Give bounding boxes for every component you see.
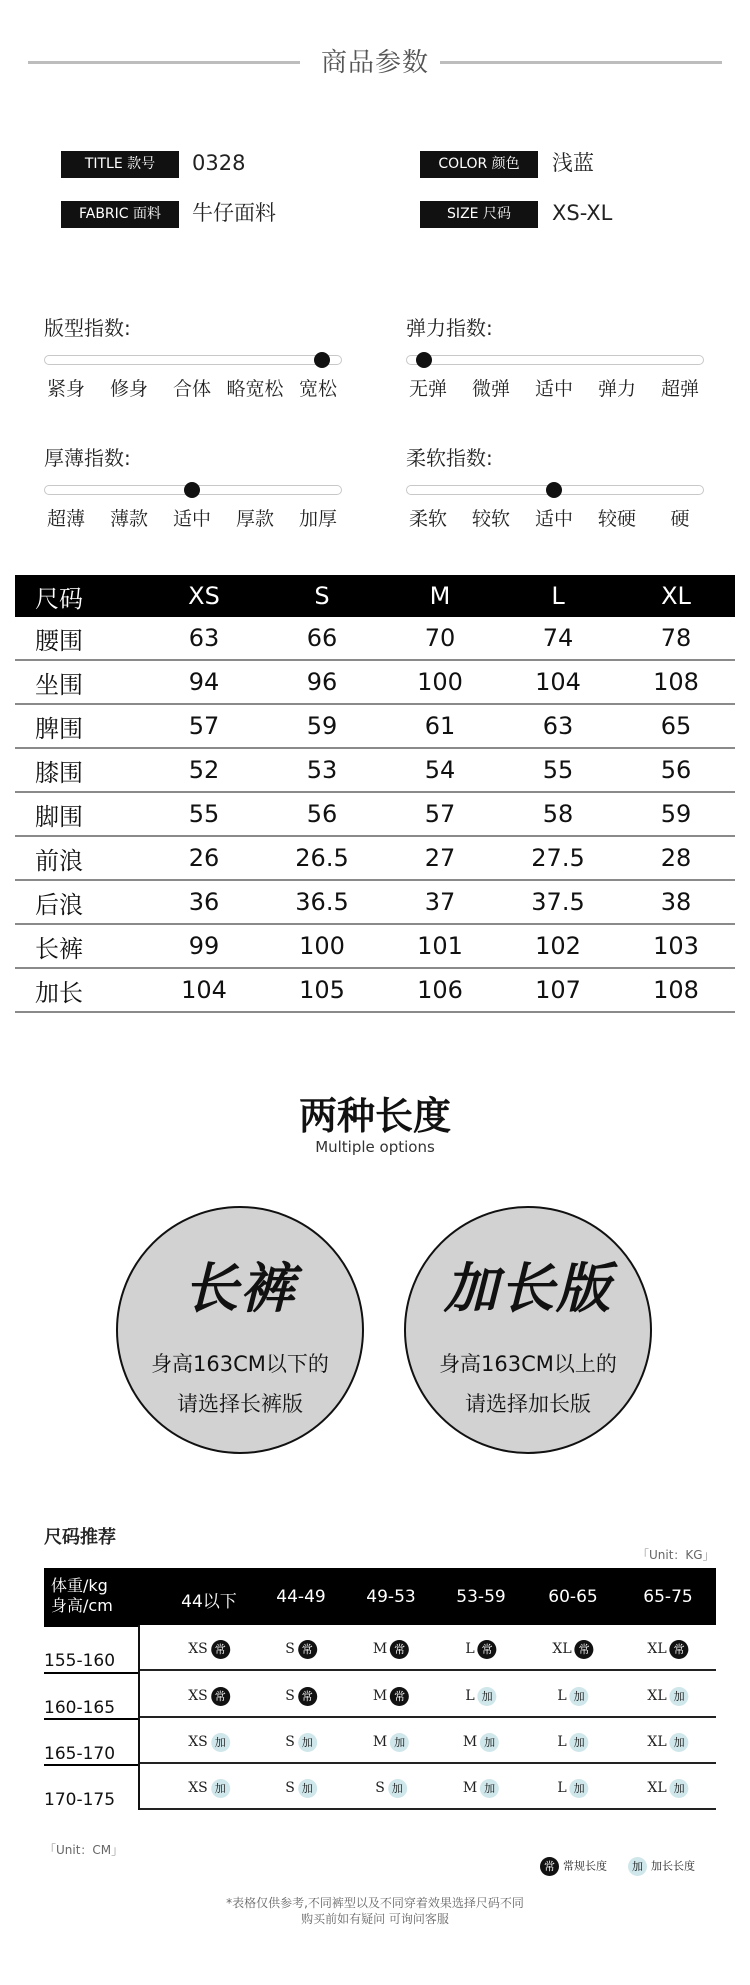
weight-header: 65-75	[643, 1587, 693, 1607]
table-row	[15, 792, 735, 836]
measure-name: 坐围	[15, 660, 145, 704]
index-label: 薄款	[109, 508, 149, 530]
regular-badge-icon: 常	[211, 1640, 230, 1659]
measure-value: 78	[617, 617, 735, 660]
index-knob-2	[184, 482, 200, 498]
measure-value: 107	[499, 968, 617, 1012]
measure-value: 101	[381, 924, 499, 968]
measure-value: 56	[617, 748, 735, 792]
measure-value: 53	[263, 748, 381, 792]
measure-value: 36	[145, 880, 263, 924]
index-knob-0	[314, 352, 330, 368]
measure-name: 腰围	[15, 617, 145, 660]
measure-value: 103	[617, 924, 735, 968]
suggested-size: M	[372, 1641, 388, 1657]
extended-badge-icon: 加	[570, 1733, 589, 1752]
suggested-size: S	[375, 1780, 385, 1796]
option-extended-circle	[404, 1206, 652, 1454]
height-label: 165-170	[44, 1744, 116, 1764]
regular-badge-icon: 常	[390, 1687, 409, 1706]
param-value-fabric: 牛仔面料	[192, 201, 276, 225]
corner-height-label: 身高/cm	[51, 1596, 113, 1615]
lengths-title: 两种长度	[298, 1094, 451, 1138]
measure-value: 27	[381, 836, 499, 880]
param-value-color: 浅蓝	[552, 151, 594, 175]
recommend-title: 尺码推荐	[44, 1527, 116, 1548]
extended-badge-icon: 加	[670, 1779, 689, 1798]
index-label: 适中	[534, 508, 574, 530]
size-suggestion	[557, 1778, 588, 1798]
option-extended-line2: 请选择加长版	[465, 1392, 591, 1416]
suggested-size: S	[285, 1688, 295, 1704]
param-tag-color: COLOR 颜色	[420, 151, 538, 178]
suggested-size: M	[372, 1688, 388, 1704]
weight-header: 44-49	[276, 1587, 326, 1607]
index-title-0: 版型指数:	[44, 316, 131, 340]
height-label: 170-175	[44, 1790, 116, 1810]
suggested-size: S	[285, 1641, 295, 1657]
measure-value: 59	[617, 792, 735, 836]
row-divider	[140, 1669, 716, 1671]
extended-badge-icon: 加	[211, 1779, 230, 1798]
measure-value: 100	[263, 924, 381, 968]
measure-value: 55	[499, 748, 617, 792]
size-suggestion	[373, 1639, 409, 1659]
index-track-1	[406, 355, 704, 365]
size-suggestion	[285, 1639, 317, 1659]
table-row	[15, 968, 735, 1012]
regular-badge-icon: 常	[211, 1687, 230, 1706]
suggested-size: L	[557, 1688, 567, 1704]
index-label: 适中	[172, 508, 212, 530]
index-knob-1	[416, 352, 432, 368]
param-value-title: 0328	[192, 151, 246, 175]
section-title: 商品参数	[320, 48, 429, 78]
legend-regular-text: 常规长度	[563, 1859, 607, 1873]
size-suggestion	[285, 1686, 317, 1706]
measure-value: 56	[263, 792, 381, 836]
size-header-cell: XL	[617, 575, 735, 617]
option-regular-name: 长裤	[184, 1257, 296, 1320]
size-suggestion	[463, 1778, 499, 1798]
size-suggestion	[188, 1639, 230, 1659]
measure-value: 26.5	[263, 836, 381, 880]
label-column-border	[138, 1625, 140, 1810]
index-label: 超薄	[46, 508, 86, 530]
unit-cm-label: 「Unit：CM」	[44, 1843, 124, 1857]
extended-badge-icon: 加	[298, 1779, 317, 1798]
extended-badge-icon: 加	[211, 1733, 230, 1752]
index-label: 微弹	[471, 378, 511, 400]
suggested-size: XS	[188, 1734, 208, 1750]
measure-value: 55	[145, 792, 263, 836]
measure-value: 99	[145, 924, 263, 968]
size-suggestion	[188, 1686, 230, 1706]
option-regular-circle	[116, 1206, 364, 1454]
extended-badge-icon: 加	[390, 1733, 409, 1752]
regular-badge-icon: 常	[575, 1640, 594, 1659]
unit-kg-label: 「Unit：KG」	[637, 1548, 715, 1562]
row-divider	[140, 1808, 716, 1810]
suggested-size: XL	[552, 1641, 572, 1657]
measure-value: 94	[145, 660, 263, 704]
suggested-size: S	[285, 1734, 295, 1750]
extended-badge-icon: 加	[480, 1733, 499, 1752]
table-row	[15, 660, 735, 704]
size-suggestion	[285, 1732, 317, 1752]
index-label: 紧身	[46, 378, 86, 400]
weight-header: 60-65	[548, 1587, 598, 1607]
measure-value: 38	[617, 880, 735, 924]
index-label: 柔软	[408, 508, 448, 530]
extended-badge-icon: 加	[570, 1687, 589, 1706]
regular-badge-icon: 常	[390, 1640, 409, 1659]
measure-name: 膝围	[15, 748, 145, 792]
extended-badge-icon: 加	[388, 1779, 407, 1798]
measure-value: 58	[499, 792, 617, 836]
height-row-divider	[44, 1718, 140, 1720]
size-header-cell: S	[263, 575, 381, 617]
size-suggestion	[285, 1778, 317, 1798]
size-suggestion	[373, 1732, 409, 1752]
param-tag-title: TITLE 款号	[61, 151, 179, 178]
size-suggestion	[647, 1639, 688, 1659]
size-suggestion	[647, 1686, 688, 1706]
measure-value: 57	[381, 792, 499, 836]
regular-badge-icon: 常	[540, 1857, 559, 1876]
table-row	[15, 617, 735, 660]
regular-badge-icon: 常	[478, 1640, 497, 1659]
regular-badge-icon: 常	[670, 1640, 689, 1659]
size-suggestion	[463, 1732, 499, 1752]
regular-badge-icon: 常	[298, 1687, 317, 1706]
table-row	[15, 880, 735, 924]
extended-badge-icon: 加	[628, 1857, 647, 1876]
index-title-3: 柔软指数:	[406, 446, 493, 470]
size-suggestion	[552, 1639, 593, 1659]
measure-value: 37.5	[499, 880, 617, 924]
measure-value: 106	[381, 968, 499, 1012]
size-suggestion	[465, 1686, 496, 1706]
measure-name: 长裤	[15, 924, 145, 968]
index-label: 加厚	[298, 508, 338, 530]
legend-extended-text: 加长长度	[651, 1859, 695, 1873]
measure-value: 104	[499, 660, 617, 704]
measure-value: 66	[263, 617, 381, 660]
suggested-size: XL	[647, 1641, 667, 1657]
measure-name: 加长	[15, 968, 145, 1012]
measure-value: 70	[381, 617, 499, 660]
suggested-size: XS	[188, 1641, 208, 1657]
measure-value: 63	[145, 617, 263, 660]
size-header-cell: XS	[145, 575, 263, 617]
table-row	[15, 704, 735, 748]
weight-header: 53-59	[456, 1587, 506, 1607]
index-title-2: 厚薄指数:	[44, 446, 131, 470]
option-regular-line2: 请选择长裤版	[177, 1392, 303, 1416]
suggested-size: M	[462, 1734, 478, 1750]
extended-badge-icon: 加	[480, 1779, 499, 1798]
index-label: 较硬	[597, 508, 637, 530]
weight-header: 44以下	[181, 1592, 237, 1612]
extended-badge-icon: 加	[478, 1687, 497, 1706]
suggested-size: S	[285, 1780, 295, 1796]
index-label: 超弹	[660, 378, 700, 400]
measure-value: 104	[145, 968, 263, 1012]
measure-value: 36.5	[263, 880, 381, 924]
option-regular-line1: 身高163CM以下的	[151, 1352, 329, 1376]
measure-value: 27.5	[499, 836, 617, 880]
size-suggestion	[557, 1732, 588, 1752]
height-label: 155-160	[44, 1651, 116, 1671]
table-row	[15, 924, 735, 968]
index-label: 硬	[670, 508, 690, 530]
height-row-divider	[44, 1625, 140, 1627]
measure-value: 100	[381, 660, 499, 704]
index-label: 略宽松	[226, 378, 284, 400]
extended-badge-icon: 加	[670, 1733, 689, 1752]
size-header-cell: L	[499, 575, 617, 617]
weight-header: 49-53	[366, 1587, 416, 1607]
suggested-size: L	[557, 1734, 567, 1750]
size-suggestion	[647, 1778, 688, 1798]
suggested-size: L	[465, 1688, 475, 1704]
height-row-divider	[44, 1672, 140, 1674]
measure-value: 37	[381, 880, 499, 924]
index-label: 适中	[534, 378, 574, 400]
index-title-1: 弹力指数:	[406, 316, 493, 340]
index-label: 弹力	[597, 378, 637, 400]
measure-value: 105	[263, 968, 381, 1012]
measure-value: 52	[145, 748, 263, 792]
measure-value: 108	[617, 968, 735, 1012]
param-tag-size: SIZE 尺码	[420, 201, 538, 228]
size-header-cell: 尺码	[15, 575, 145, 617]
index-label: 宽松	[298, 378, 338, 400]
size-suggestion	[647, 1732, 688, 1752]
table-row	[15, 748, 735, 792]
regular-badge-icon: 常	[298, 1640, 317, 1659]
size-suggestion	[557, 1686, 588, 1706]
suggested-size: L	[557, 1780, 567, 1796]
extended-badge-icon: 加	[670, 1687, 689, 1706]
option-extended-name: 加长版	[444, 1257, 612, 1320]
measure-value: 28	[617, 836, 735, 880]
corner-weight-label: 体重/kg	[51, 1576, 108, 1595]
row-divider	[140, 1716, 716, 1718]
recommend-header-bar	[44, 1568, 716, 1625]
measure-value: 59	[263, 704, 381, 748]
legend-extended	[628, 1857, 695, 1876]
suggested-size: XL	[647, 1688, 667, 1704]
measure-name: 脚围	[15, 792, 145, 836]
extended-badge-icon: 加	[570, 1779, 589, 1798]
measure-value: 54	[381, 748, 499, 792]
note-line-1: *表格仅供参考,不同裤型以及不同穿着效果选择尺码不同	[226, 1896, 524, 1910]
size-suggestion	[373, 1686, 409, 1706]
extended-badge-icon: 加	[298, 1733, 317, 1752]
measure-name: 前浪	[15, 836, 145, 880]
suggested-size: XL	[647, 1734, 667, 1750]
row-divider	[140, 1762, 716, 1764]
size-suggestion	[188, 1778, 230, 1798]
param-value-size: XS-XL	[552, 201, 613, 225]
suggested-size: XS	[188, 1688, 208, 1704]
suggested-size: XL	[647, 1780, 667, 1796]
size-suggestion	[465, 1639, 496, 1659]
measure-value: 61	[381, 704, 499, 748]
size-suggestion	[375, 1778, 407, 1798]
index-label: 合体	[172, 378, 212, 400]
measure-value: 102	[499, 924, 617, 968]
measure-value: 57	[145, 704, 263, 748]
note-line-2: 购买前如有疑问 可询问客服	[301, 1912, 449, 1926]
param-tag-fabric: FABRIC 面料	[61, 201, 179, 228]
measure-value: 65	[617, 704, 735, 748]
suggested-size: XS	[188, 1780, 208, 1796]
suggested-size: L	[465, 1641, 475, 1657]
table-row	[15, 836, 735, 880]
measure-value: 108	[617, 660, 735, 704]
measure-value: 26	[145, 836, 263, 880]
index-label: 厚款	[235, 508, 275, 530]
index-label: 修身	[109, 378, 149, 400]
size-suggestion	[188, 1732, 230, 1752]
height-label: 160-165	[44, 1698, 116, 1718]
index-track-0	[44, 355, 342, 365]
measure-value: 74	[499, 617, 617, 660]
measure-value: 96	[263, 660, 381, 704]
suggested-size: M	[462, 1780, 478, 1796]
measure-name: 脾围	[15, 704, 145, 748]
index-label: 无弹	[408, 378, 448, 400]
legend-regular	[540, 1857, 607, 1876]
option-extended-line1: 身高163CM以上的	[439, 1352, 617, 1376]
lengths-subtitle: Multiple options	[315, 1138, 435, 1156]
recommend-corner-label	[51, 1576, 113, 1616]
index-label: 较软	[471, 508, 511, 530]
height-row-divider	[44, 1764, 140, 1766]
measure-name: 后浪	[15, 880, 145, 924]
measure-value: 63	[499, 704, 617, 748]
suggested-size: M	[372, 1734, 388, 1750]
index-knob-3	[546, 482, 562, 498]
size-header-cell: M	[381, 575, 499, 617]
size-table	[15, 575, 735, 1013]
